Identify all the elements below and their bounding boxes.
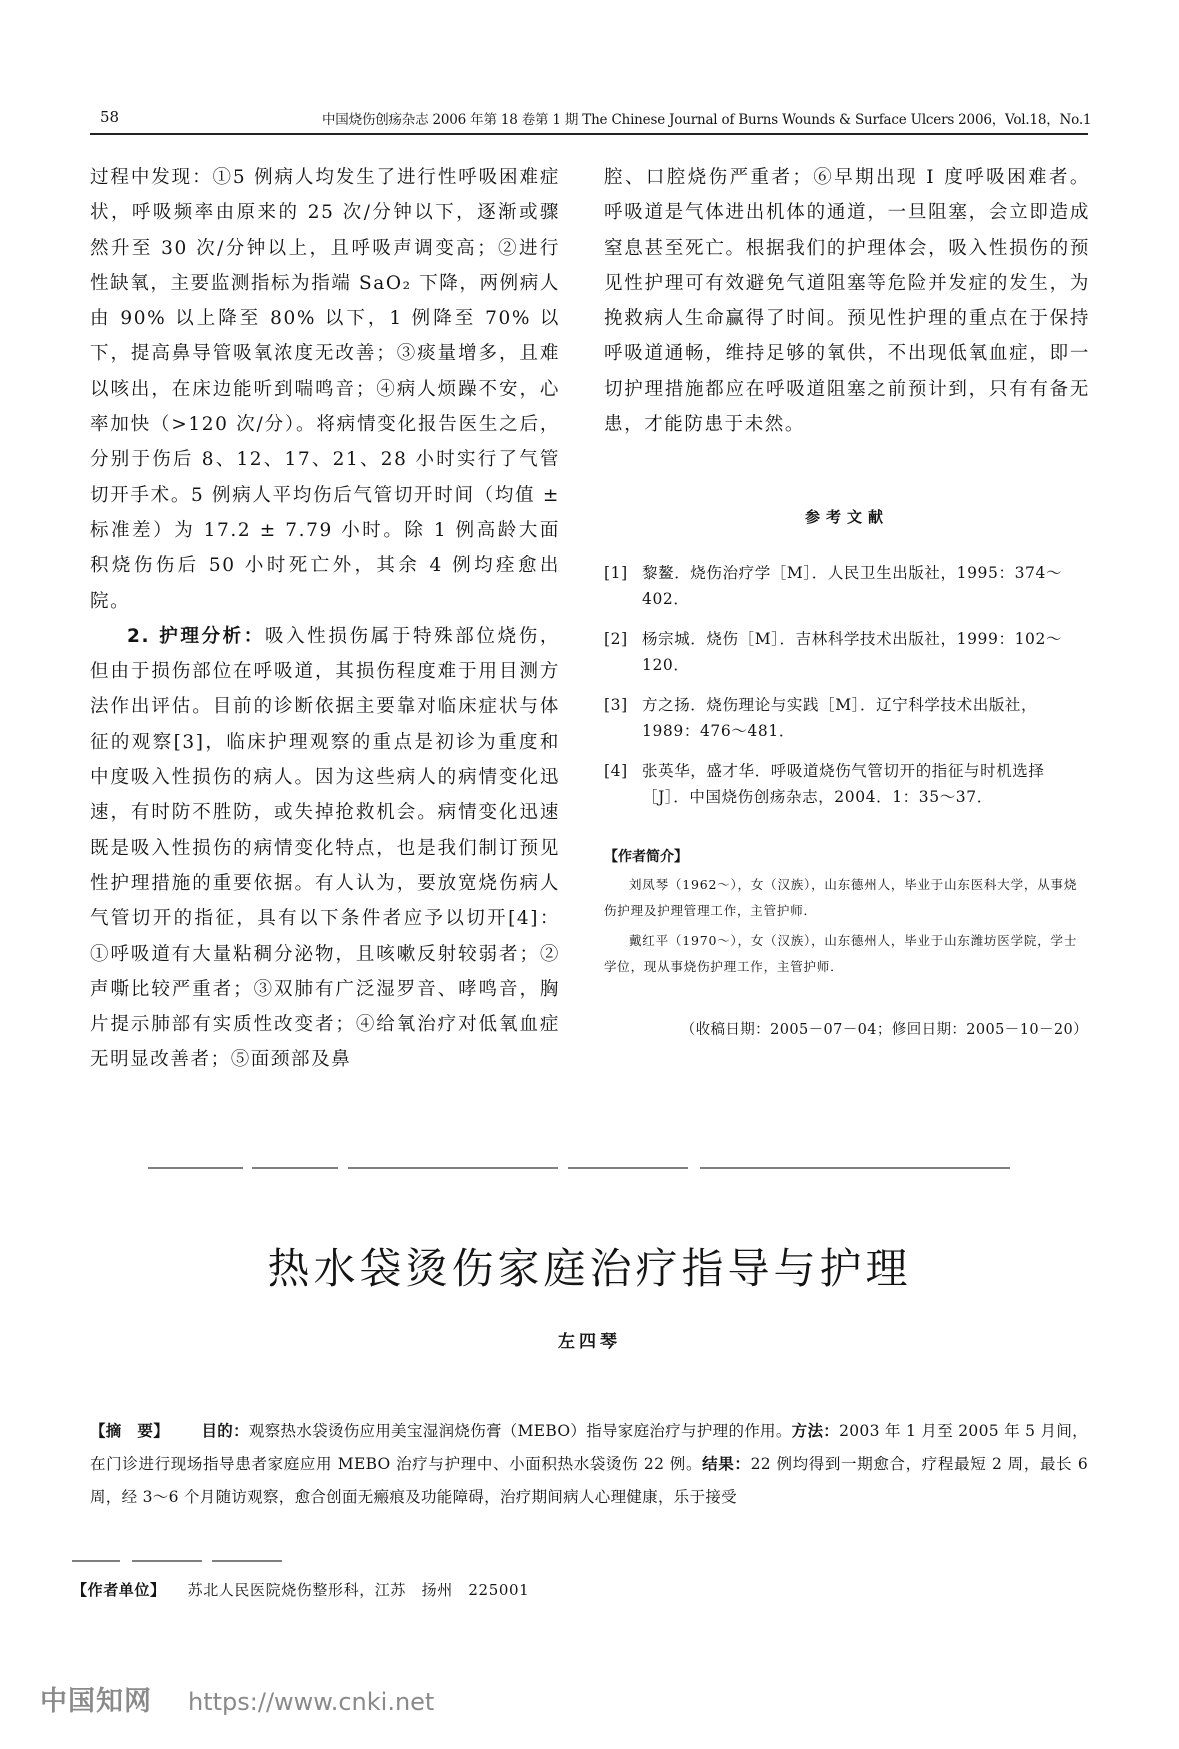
- objective-text: 观察热水袋烫伤应用美宝湿润烧伤膏（MEBO）指导家庭治疗与护理的作用。: [248, 1422, 792, 1440]
- reference-text: 杨宗城．烧伤［M］．吉林科学技术出版社，1999：102～120．: [642, 630, 1063, 674]
- reference-item: [604, 560, 1090, 612]
- result-label: 结果：: [702, 1455, 751, 1473]
- reference-item: [604, 692, 1090, 744]
- reference-text: 黎鳌．烧伤治疗学［M］．人民卫生出版社，1995：374～402．: [642, 564, 1063, 608]
- article-author: 左四琴: [558, 1332, 621, 1352]
- abstract-label: 【摘 要】: [90, 1422, 170, 1440]
- affiliation-label: 【作者单位】: [72, 1581, 166, 1599]
- journal-header: 中国烧伤创疡杂志 2006 年第 18 卷第 1 期 The Chinese Journal of Burns Wounds & Surface Ulcers 2006，Vol.18，No.1: [322, 112, 1092, 128]
- cnki-watermark: [40, 1679, 434, 1718]
- references-list: [604, 560, 1090, 824]
- cnki-url: https://www.cnki.net: [188, 1688, 435, 1716]
- footnote-rule: [72, 1558, 282, 1564]
- left-paragraph-1: 过程中发现：①5 例病人均发生了进行性呼吸困难症状，呼吸频率由原来的 25 次/分钟以下，逐渐或骤然升至 30 次/分钟以上，且呼吸声调变高；②进行性缺氧，主要监测指标为指端 SaO₂ 下降，两例病人由 90% 以上降至 80% 以下，1 例降至 70% 以下，提高鼻导管吸氧浓度无改善；③痰量增多，且难以咳出，在床边能听到喘鸣音；④病人烦躁不安，心率加快（>120 次/分）。将病情变化报告医生之后，分别于伤后 8、12、17、21、28 小时实行了气管切开手术。5 例病人平均伤后气管切开时间（均值 ± 标准差）为 17.2 ± 7.79 小时。除 1 例高龄大面积烧伤伤后 50 小时死亡外，其余 4 例均痊愈出院。: [90, 167, 560, 612]
- objective-label: 目的：: [201, 1422, 249, 1440]
- reference-item: [604, 626, 1090, 678]
- right-column: [604, 160, 1090, 442]
- method-label: 方法：: [791, 1422, 840, 1440]
- reference-item: [604, 758, 1090, 810]
- reference-text: 张英华，盛才华．呼吸道烧伤气管切开的指征与时机选择［J］．中国烧伤创疡杂志，2004．1：35～37．: [642, 762, 1045, 806]
- header-rule: [90, 133, 1088, 135]
- section-heading-nursing-analysis: 2. 护理分析：: [127, 625, 265, 647]
- reference-number: [1]: [604, 564, 628, 582]
- reference-number: [3]: [604, 696, 628, 714]
- left-column: [90, 160, 560, 1078]
- reference-number: [4]: [604, 762, 628, 780]
- left-paragraph-2: [90, 619, 560, 1078]
- author-affiliation: [72, 1579, 529, 1600]
- article-title: 热水袋烫伤家庭治疗指导与护理: [267, 1244, 912, 1293]
- author-bio-1: 刘凤琴（1962～），女（汉族），山东德州人，毕业于山东医科大学，从事烧伤护理及护理管理工作，主管护师．: [604, 877, 1078, 918]
- cnki-logo: 中国知网: [40, 1686, 152, 1717]
- left-paragraph-2-text: 吸入性损伤属于特殊部位烧伤，但由于损伤部位在呼吸道，其损伤程度难于用目测方法作出评估。目前的诊断依据主要靠对临床症状与体征的观察[3]，临床护理观察的重点是初诊为重度和中度吸入性损伤的病人。因为这些病人的病情变化迅速，有时防不胜防，或失掉抢救机会。病情变化迅速既是吸入性损伤的病情变化特点，也是我们制订预见性护理措施的重要依据。有人认为，要放宽烧伤病人气管切开的指征，具有以下条件者应予以切开[4]：①呼吸道有大量粘稠分泌物，且咳嗽反射较弱者；②声嘶比较严重者；③双肺有广泛湿罗音、哮鸣音，胸片提示肺部有实质性改变者；④给氧治疗对低氧血症无明显改善者；⑤面颈部及鼻: [90, 625, 560, 1071]
- abstract: [90, 1415, 1088, 1514]
- method-text: 2003 年 1 月至 2005 年 5 月间，在门诊进行现场指导患者家庭应用 MEBO 治疗与护理中、小面积热水袋烫伤 22 例。: [90, 1422, 1088, 1473]
- author-info: [604, 872, 1090, 984]
- reference-number: [2]: [604, 630, 628, 648]
- references-title: 参考文献: [804, 508, 889, 526]
- reference-text: 方之扬．烧伤理论与实践［M］．辽宁科学技术出版社，1989：476～481．: [642, 696, 1038, 740]
- author-info-label: 【作者简介】: [604, 849, 688, 865]
- right-paragraph-1: 腔、口腔烧伤严重者；⑥早期出现 Ⅰ 度呼吸困难者。呼吸道是气体进出机体的通道，一旦阻塞，会立即造成窒息甚至死亡。根据我们的护理体会，吸入性损伤的预见性护理可有效避免气道阻塞等危险并发症的发生，为挽救病人生命赢得了时间。预见性护理的重点在于保持呼吸道通畅，维持足够的氧供，不出现低氧血症，即一切护理措施都应在呼吸道阻塞之前预计到，只有有备无患，才能防患于未然。: [604, 167, 1090, 436]
- result-text: 22 例均得到一期愈合，疗程最短 2 周，最长 6 周，经 3～6 个月随访观察，愈合创面无瘢痕及功能障碍，治疗期间病人心理健康，乐于接受: [90, 1455, 1089, 1506]
- author-bio-2: 戴红平（1970～），女（汉族），山东德州人，毕业于山东潍坊医学院，学士学位，现从事烧伤护理工作，主管护师．: [604, 933, 1078, 974]
- affiliation-text: 苏北人民医院烧伤整形科，江苏 扬州 225001: [187, 1581, 530, 1599]
- article-divider: [148, 1162, 1010, 1174]
- received-dates: （收稿日期：2005－07－04；修回日期：2005－10－20）: [680, 1022, 1088, 1038]
- page-number: 58: [100, 108, 120, 126]
